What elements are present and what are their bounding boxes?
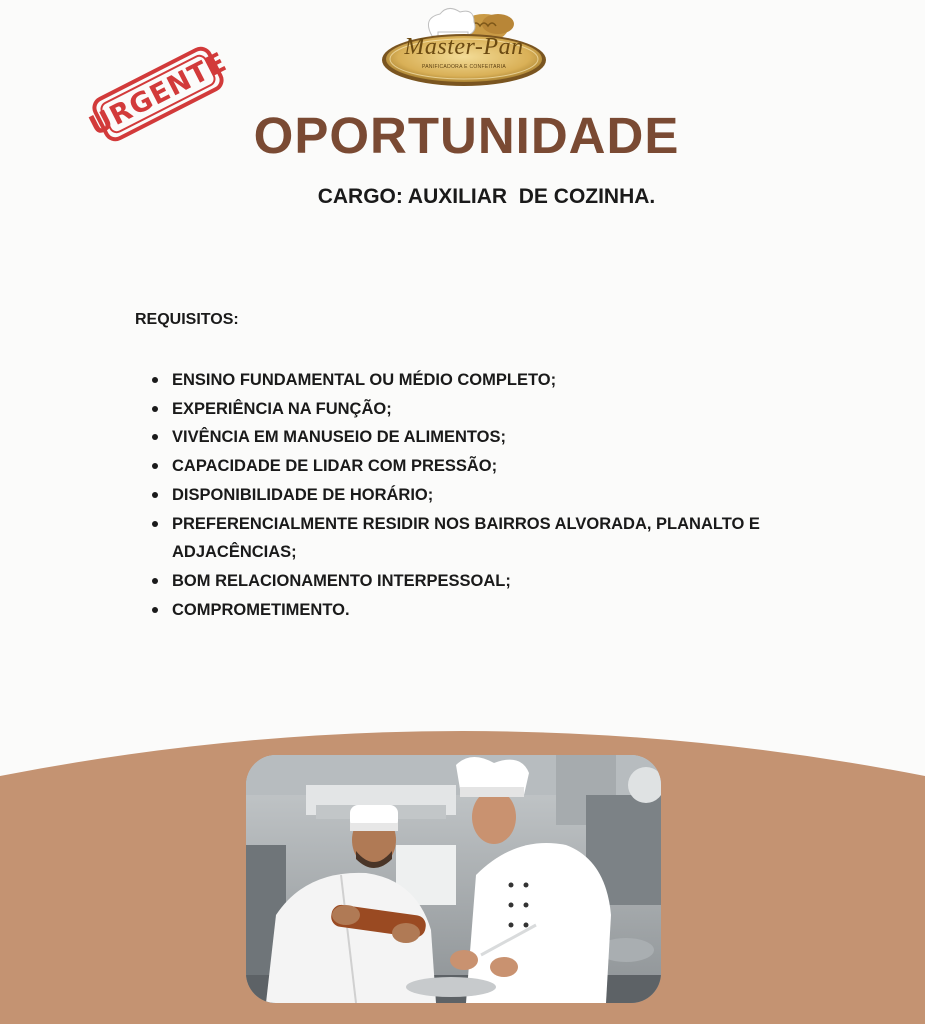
requirement-item: PREFERENCIALMENTE RESIDIR NOS BAIRROS ALVORADA, PLANALTO E ADJACÊNCIAS; [172, 510, 872, 567]
two-chefs-cooking-photo [246, 755, 661, 1003]
requirement-item: DISPONIBILIDADE DE HORÁRIO; [172, 481, 872, 510]
requirements-list [172, 366, 872, 624]
job-position: CARGO: AUXILIAR DE COZINHA. [317, 185, 656, 208]
urgent-stamp-text: URGENTE [84, 46, 232, 142]
requirement-item: ENSINO FUNDAMENTAL OU MÉDIO COMPLETO; [172, 366, 872, 395]
requirement-item: BOM RELACIONAMENTO INTERPESSOAL; [172, 567, 872, 596]
chefs-photo-icon [246, 755, 661, 1003]
logo-brand-text: Master-Pan [404, 34, 524, 60]
requirements-heading: REQUISITOS: [135, 311, 239, 328]
page-title: OPORTUNIDADE [253, 107, 680, 164]
requirement-item: COMPROMETIMENTO. [172, 596, 872, 625]
master-pan-logo [380, 6, 548, 88]
requirement-item: VIVÊNCIA EM MANUSEIO DE ALIMENTOS; [172, 423, 872, 452]
requirement-item: CAPACIDADE DE LIDAR COM PRESSÃO; [172, 452, 872, 481]
requirement-item: EXPERIÊNCIA NA FUNÇÃO; [172, 395, 872, 424]
logo-tagline: PANIFICADORA E CONFEITARIA [421, 64, 506, 70]
